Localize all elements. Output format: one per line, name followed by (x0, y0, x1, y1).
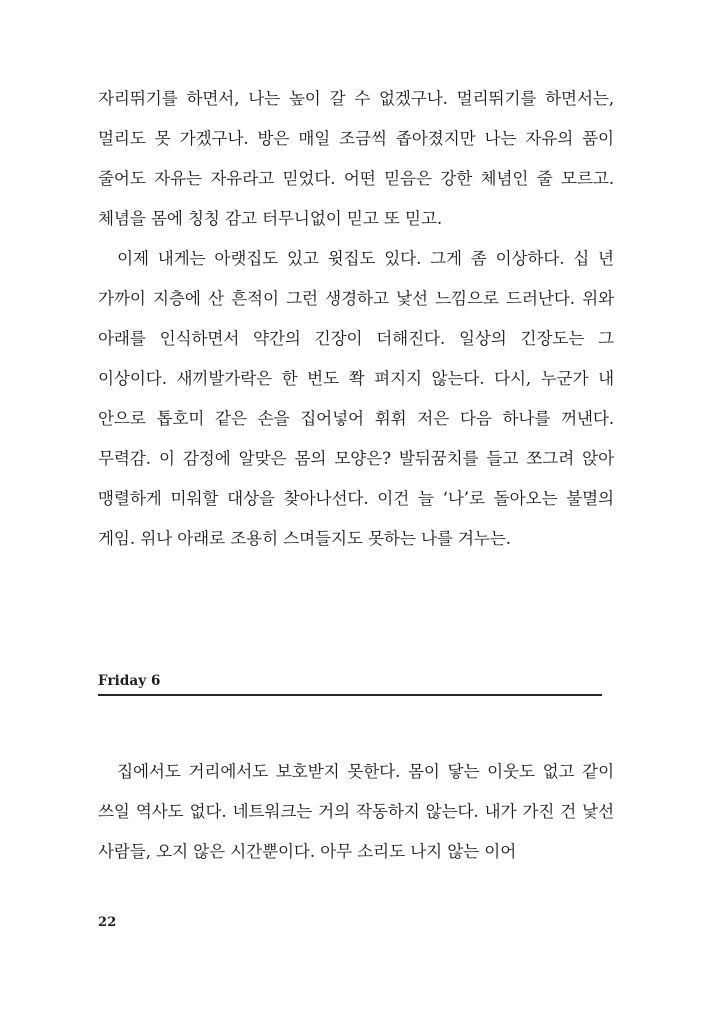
paragraph-second: 이제 내게는 아랫집도 있고 윗집도 있다. 그게 좀 이상하다. 십 년 가까이 지층에 산 흔적이 그런 생경하고 낯선 느낌으로 드러난다. 위와 아래를 인식하면서 약간의 긴장이 더해진다. 일상의 긴장도는 그 이상이다. 새끼발가락은 한 번도 쫙 펴지지 않는다. 다시, 누군가 내 안으로 톱호미 같은 손을 집어넣어 휘휘 저은 다음 하나를 꺼낸다. 무력감. 이 감정에 알맞은 몸의 모양은? 발뒤꿈치를 들고 쪼그려 앉아 맹렬하게 미워할 대상을 찾아나선다. 이건 늘 ‘나’로 돌아오는 불멸의 게임. 위나 아래로 조용히 스며들지도 못하는 나를 겨누는. (98, 249, 614, 548)
section-title: Friday 6 (98, 673, 161, 689)
page-number: 22 (98, 915, 117, 930)
section-divider-rule (98, 694, 602, 696)
body-text-block-upper (98, 79, 614, 559)
paragraph-continued: 자리뛰기를 하면서, 나는 높이 갈 수 없겠구나. 멀리뛰기를 하면서는, 멀리도 못 가겠구나. 방은 매일 조금씩 좁아졌지만 나는 자유의 품이 줄어도 자유는 자유라고 믿었다. 어떤 믿음은 강한 체념인 줄 모르고. 체념을 몸에 칭칭 감고 터무니없이 믿고 또 믿고. (98, 89, 614, 228)
paragraph-friday-6-opening: 집에서도 거리에서도 보호받지 못한다. 몸이 닿는 이웃도 없고 같이 쓰일 역사도 없다. 네트워크는 거의 작동하지 않는다. 내가 가진 건 낯선 사람들, 오지 않은 시간뿐이다. 아무 소리도 나지 않는 이어 (98, 762, 614, 861)
section-header-friday-6 (98, 672, 602, 696)
body-text-block-lower (98, 752, 614, 872)
